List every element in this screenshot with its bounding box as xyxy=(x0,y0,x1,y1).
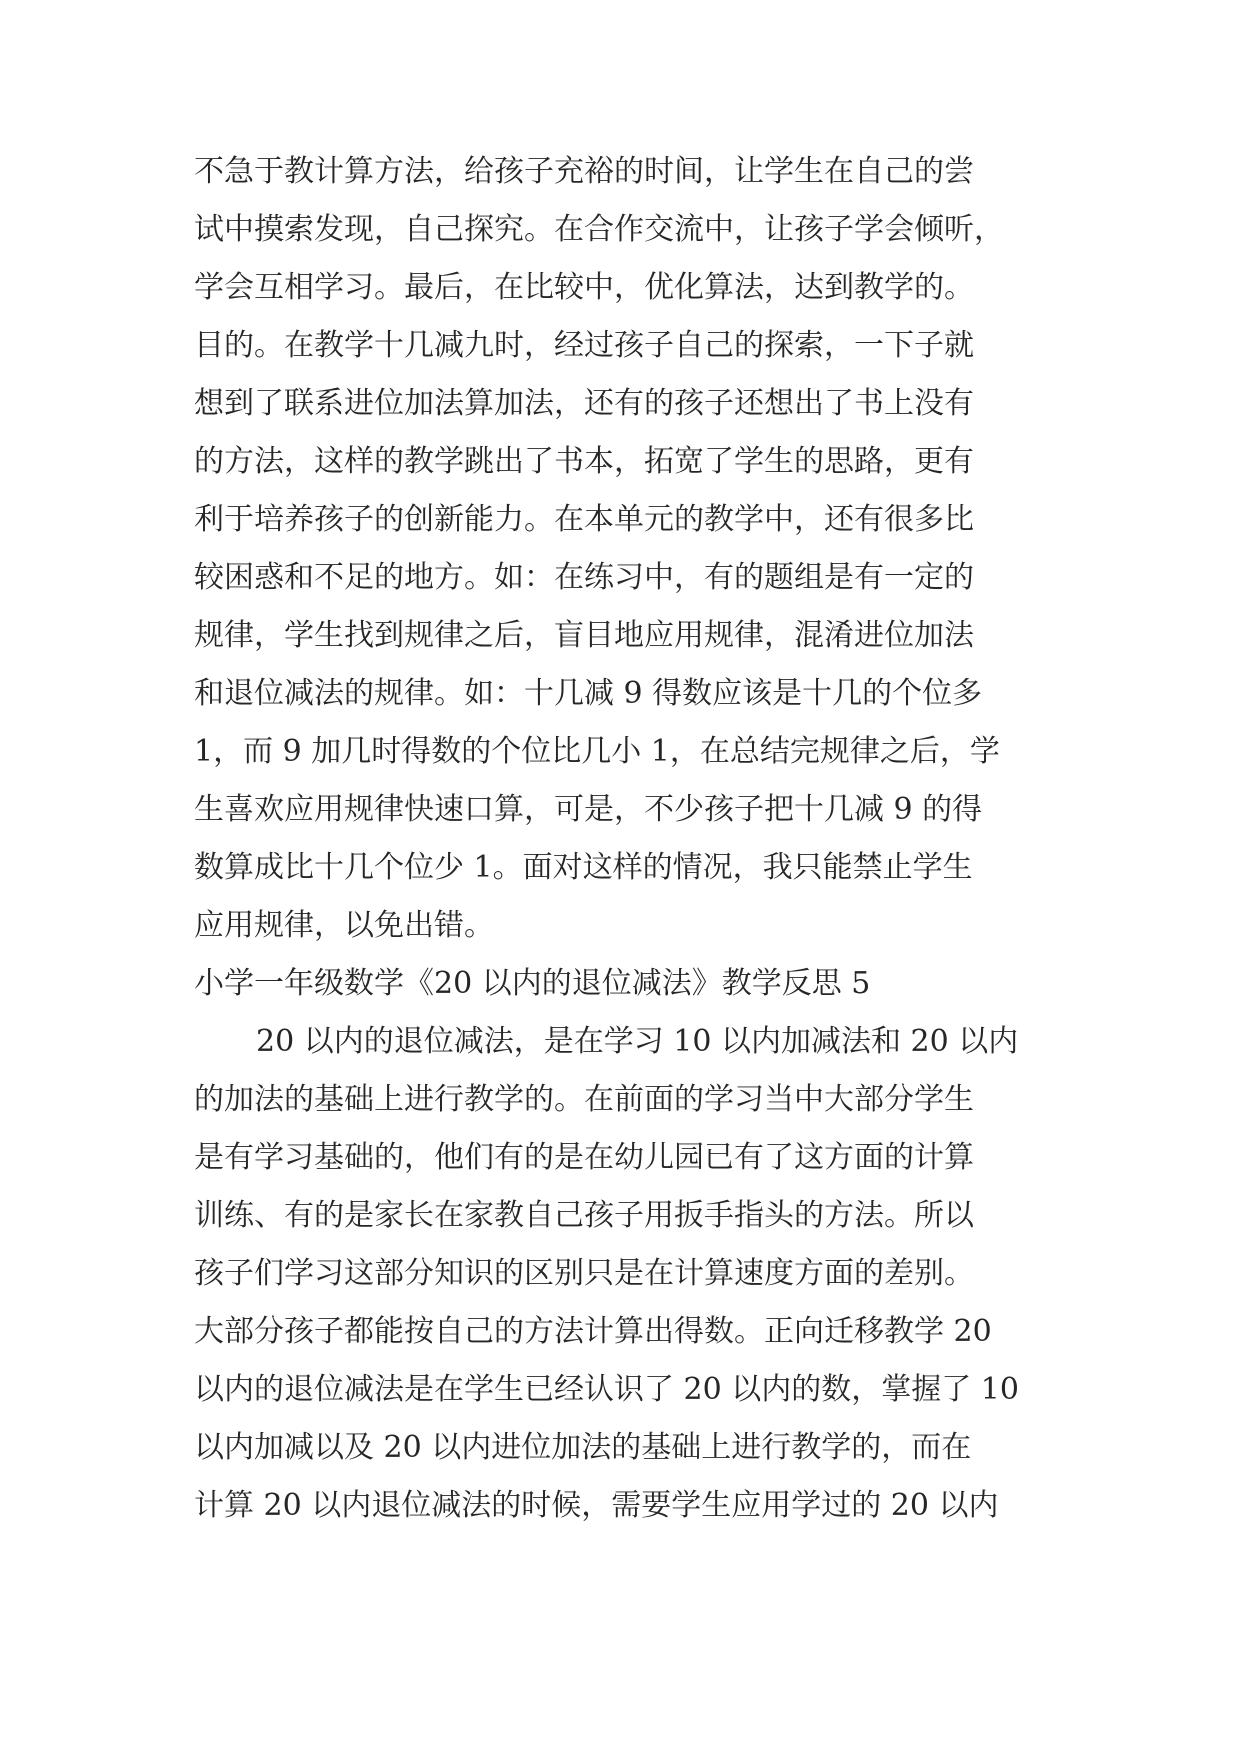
paragraph-line: 训练、有的是家长在家教自己孩子用扳手指头的方法。所以 xyxy=(194,1198,974,1233)
paragraph-line: 计算 20 以内退位减法的时候，需要学生应用学过的 20 以内 xyxy=(194,1488,999,1523)
paragraph-line: 试中摸索发现，自己探究。在合作交流中，让孩子学会倾听， xyxy=(194,212,1004,247)
paragraph-line: 大部分孩子都能按自己的方法计算出得数。正向迁移教学 20 xyxy=(194,1314,992,1349)
paragraph-line: 数算成比十几个位少 1。面对这样的情况，我只能禁止学生 xyxy=(194,850,973,885)
paragraph-line: 的加法的基础上进行教学的。在前面的学习当中大部分学生 xyxy=(194,1082,974,1117)
paragraph-line: 孩子们学习这部分知识的区别只是在计算速度方面的差别。 xyxy=(194,1256,974,1291)
paragraph-line: 的方法，这样的教学跳出了书本，拓宽了学生的思路，更有 xyxy=(194,444,974,479)
paragraph-line: 学会互相学习。最后，在比较中，优化算法，达到教学的。 xyxy=(194,270,974,305)
paragraph-line: 1，而 9 加几时得数的个位比几小 1，在总结完规律之后，学 xyxy=(194,734,1000,769)
paragraph-line: 20 以内的退位减法，是在学习 10 以内加减法和 20 以内 xyxy=(256,1024,1019,1059)
paragraph-line: 目的。在教学十几减九时，经过孩子自己的探索，一下子就 xyxy=(194,328,974,363)
paragraph-line: 想到了联系进位加法算加法，还有的孩子还想出了书上没有 xyxy=(194,386,974,421)
paragraph-line: 以内加减以及 20 以内进位加法的基础上进行教学的，而在 xyxy=(194,1430,972,1465)
paragraph-line: 利于培养孩子的创新能力。在本单元的教学中，还有很多比 xyxy=(194,502,974,537)
section-title: 小学一年级数学《20 以内的退位减法》教学反思 5 xyxy=(194,966,871,1001)
paragraph-line: 以内的退位减法是在学生已经认识了 20 以内的数，掌握了 10 xyxy=(194,1372,1019,1407)
paragraph-line: 应用规律，以免出错。 xyxy=(194,908,494,943)
paragraph-line: 规律，学生找到规律之后，盲目地应用规律，混淆进位加法 xyxy=(194,618,974,653)
paragraph-line: 是有学习基础的，他们有的是在幼儿园已有了这方面的计算 xyxy=(194,1140,974,1175)
paragraph-line: 生喜欢应用规律快速口算，可是，不少孩子把十几减 9 的得 xyxy=(194,792,983,827)
paragraph-line: 较困惑和不足的地方。如：在练习中，有的题组是有一定的 xyxy=(194,560,974,595)
paragraph-line: 不急于教计算方法，给孩子充裕的时间，让学生在自己的尝 xyxy=(194,154,974,189)
paragraph-line: 和退位减法的规律。如：十几减 9 得数应该是十几的个位多 xyxy=(194,676,983,711)
